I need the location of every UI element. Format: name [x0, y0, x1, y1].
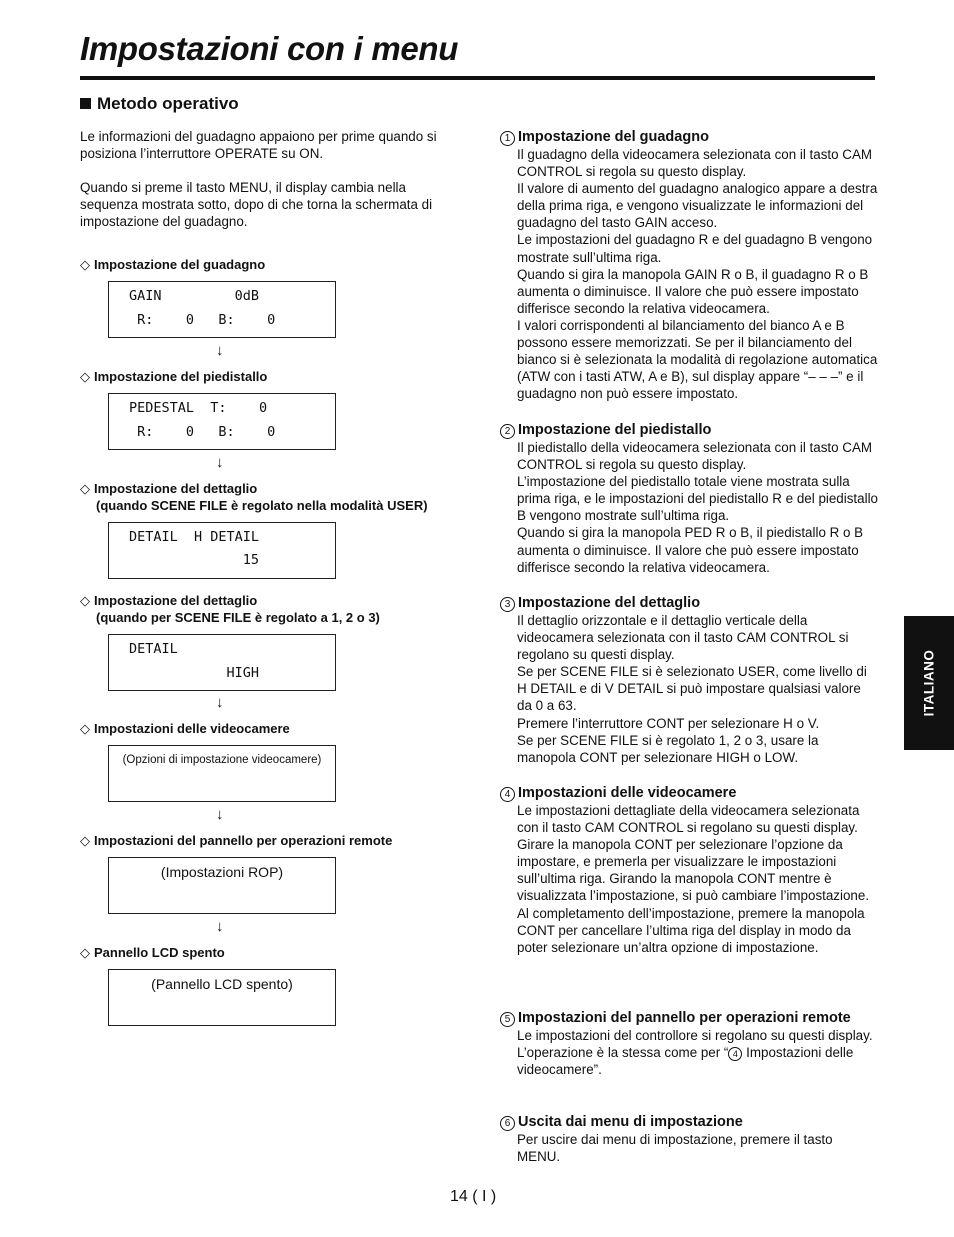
diagram-label-gain — [80, 256, 265, 273]
diagram-label-text: Impostazione del dettaglio — [94, 593, 258, 608]
circled-number-icon: 3 — [500, 597, 515, 612]
heading-text: Impostazione del piedistallo — [518, 422, 712, 438]
arrow-down-icon: ↓ — [216, 806, 224, 823]
lcd-line-1: DETAIL H DETAIL — [129, 529, 260, 545]
section-body: Le impostazioni dettagliate della videocamera selezionata con il tasto CAM CONTROL si regolano su questi display. Girare la manopola CONT per selezionare l’opzione da impostare, e premerla per visualizzare le impostazioni sull’ultima riga. Girando la manopola CONT mentre è visualizzata l’impostazione, si può cambiare l’impostazione. Al completamento dell’impostazione, premere la manopola CONT per cancellare l’ultima riga del display in modo da poter selezionare un’altra opzione di impostazione. — [517, 803, 870, 955]
page-number: 14 ( I ) — [450, 1188, 497, 1205]
section-body: Il piedistallo della videocamera selezionata con il tasto CAM CONTROL si regola su questo display. L’impostazione del piedistallo totale viene mostrata sulla prima riga, e le impostazioni del piedistallo R e del piedistallo B vengono mostrate sull’ultima riga. Quando si gira la manopola PED R o B, il piedistallo R o B aumenta o diminuisce. Il valore che può essere impostato differisce secondo la relativa videocamera. — [517, 440, 878, 575]
section-body: Il dettaglio orizzontale e il dettaglio verticale della videocamera selezionata con il tasto CAM CONTROL si regolano su questi display. Se per SCENE FILE si è selezionato USER, come livello di H DETAIL e di V DETAIL si può impostare qualsiasi valore da 0 a 63. Premere l’interruttore CONT per selezionare H o V. Se per SCENE FILE si è regolato 1, 2 o 3, usare la manopola CONT per selezionare HIGH o LOW. — [517, 613, 867, 765]
section-heading — [80, 94, 239, 114]
arrow-down-icon: ↓ — [216, 918, 224, 935]
diagram-label-text: Impostazione del guadagno — [94, 257, 266, 272]
intro-paragraph-2: Quando si preme il tasto MENU, il display cambia nella sequenza mostrata sotto, dopo di che torna la schermata di impostazione del guadagno. — [80, 180, 433, 229]
heading-text: Impostazione del dettaglio — [518, 595, 701, 611]
page-title: Impostazioni con i menu — [80, 30, 459, 67]
language-side-tab — [904, 616, 954, 750]
circled-number-icon: 5 — [500, 1012, 515, 1027]
section-heading-gain — [500, 128, 878, 146]
section-camera-settings — [500, 784, 878, 956]
diagram-sublabel: (quando per SCENE FILE è regolato a 1, 2 o 3) — [96, 610, 380, 625]
lcd-placeholder-text: (Impostazioni ROP) — [160, 864, 284, 880]
diagram-label-camera-settings — [80, 720, 290, 737]
heading-text: Impostazioni delle videocamere — [518, 785, 737, 801]
heading-text: Impostazioni del pannello per operazioni remote — [518, 1010, 851, 1026]
section-heading-text: Metodo operativo — [97, 94, 239, 113]
title-rule — [80, 76, 875, 80]
diamond-icon: ◇ — [80, 945, 90, 960]
intro-paragraph-1: Le informazioni del guadagno appaiono per prime quando si posiziona l’interruttore OPERATE su ON. — [80, 129, 437, 161]
section-heading-camera-settings — [500, 784, 878, 802]
section-body-reference — [500, 1044, 878, 1078]
diagram-label-detail-user — [80, 480, 428, 514]
square-bullet-icon — [80, 98, 91, 109]
lcd-line-1: DETAIL — [129, 641, 178, 657]
lcd-line-2: 15 — [129, 552, 260, 568]
lcd-placeholder-text: (Pannello LCD spento) — [151, 976, 293, 992]
diagram-label-text: Impostazione del dettaglio — [94, 481, 258, 496]
circled-number-icon: 6 — [500, 1116, 515, 1131]
diagram-label-detail-scene — [80, 592, 380, 626]
section-heading-rop-settings — [500, 1009, 878, 1027]
section-detail — [500, 594, 878, 766]
circled-number-icon: 1 — [500, 131, 515, 146]
diagram-label-text: Pannello LCD spento — [94, 945, 225, 960]
lcd-display-detail-user — [108, 522, 336, 579]
diamond-icon: ◇ — [80, 481, 90, 496]
section-body: Il guadagno della videocamera selezionata con il tasto CAM CONTROL si regola su questo display. Il valore di aumento del guadagno analogico appare a destra della prima riga, e vengono visualizzate le informazioni del guadagno del tasto GAIN acceso. Le impostazioni del guadagno R e del guadagno B vengono mostrate sull’ultima riga. Quando si gira la manopola GAIN R o B, il guadagno R o B aumenta o diminuisce. Il valore che può essere impostato differisce secondo la relativa videocamera. I valori corrispondenti al bilanciamento del bianco A e B possono essere memorizzati. Se per il bilanciamento del bianco si è selezionata la modalità di regolazione automatica (ATW con i tasti ATW, A e B), sul display appare “– – –” e il guadagno non può essere impostato. — [517, 147, 878, 402]
heading-text: Impostazione del guadagno — [518, 129, 709, 145]
lcd-line-2: R: 0 B: 0 — [129, 312, 276, 328]
diagram-sublabel: (quando SCENE FILE è regolato nella modalità USER) — [96, 498, 428, 513]
section-body: Per uscire dai menu di impostazione, premere il tasto MENU. — [517, 1132, 833, 1165]
lcd-line-2: R: 0 B: 0 — [129, 424, 276, 440]
lcd-line-1: PEDESTAL T: 0 — [129, 400, 268, 416]
section-rop-settings — [500, 1009, 878, 1078]
section-heading-pedestal — [500, 421, 878, 439]
diagram-label-lcd-off — [80, 944, 225, 961]
section-gain — [500, 128, 878, 402]
reference-text-after: Impostazioni delle videocamere”. — [517, 1045, 854, 1078]
diamond-icon: ◇ — [80, 833, 90, 848]
arrow-down-icon: ↓ — [216, 694, 224, 711]
diagram-label-text: Impostazioni delle videocamere — [94, 721, 290, 736]
diamond-icon: ◇ — [80, 721, 90, 736]
arrow-down-icon: ↓ — [216, 454, 224, 471]
lcd-display-rop-settings — [108, 857, 336, 914]
reference-text-before: L’operazione è la stessa come per “ — [517, 1045, 729, 1061]
diagram-label-text: Impostazione del piedistallo — [94, 369, 268, 384]
diamond-icon: ◇ — [80, 369, 90, 384]
circled-number-icon: 2 — [500, 424, 515, 439]
circled-number-icon: 4 — [500, 787, 515, 802]
section-exit-menu — [500, 1113, 878, 1165]
lcd-line-1: GAIN 0dB — [129, 288, 260, 304]
diamond-icon: ◇ — [80, 257, 90, 272]
arrow-down-icon: ↓ — [216, 342, 224, 359]
side-tab-label: ITALIANO — [921, 649, 937, 717]
diamond-icon: ◇ — [80, 593, 90, 608]
lcd-display-detail-scene — [108, 634, 336, 691]
section-pedestal — [500, 421, 878, 576]
diagram-label-pedestal — [80, 368, 267, 385]
lcd-display-pedestal — [108, 393, 336, 450]
section-body: Le impostazioni del controllore si regolano su questi display. — [517, 1028, 873, 1043]
heading-text: Uscita dai menu di impostazione — [518, 1114, 743, 1130]
circled-number-icon: 4 — [728, 1047, 742, 1061]
lcd-display-camera-settings — [108, 745, 336, 802]
lcd-placeholder-text: (Opzioni di impostazione videocamere) — [122, 754, 322, 766]
section-heading-detail — [500, 594, 878, 612]
lcd-display-gain — [108, 281, 336, 338]
section-heading-exit-menu — [500, 1113, 878, 1131]
lcd-line-2: HIGH — [129, 665, 260, 681]
diagram-label-text: Impostazioni del pannello per operazioni remote — [94, 833, 393, 848]
lcd-display-lcd-off — [108, 969, 336, 1026]
diagram-label-rop-settings — [80, 832, 392, 849]
